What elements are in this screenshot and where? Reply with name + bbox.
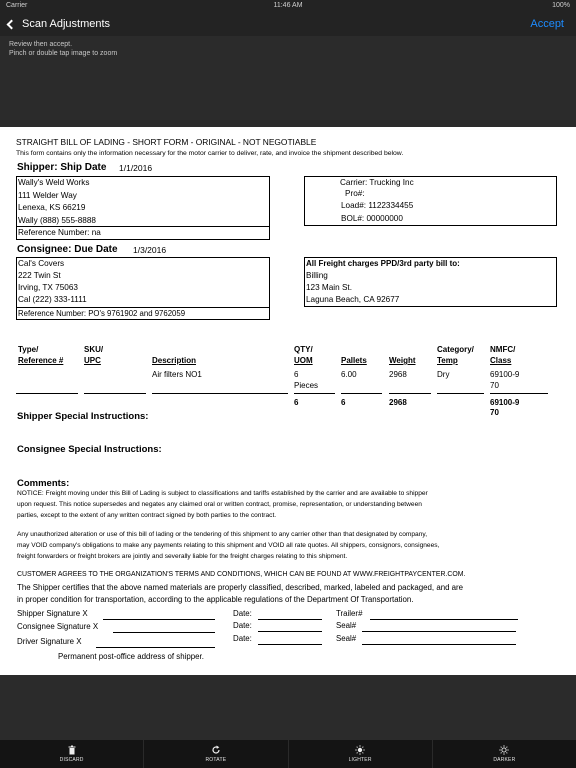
cell-pallets: 6.00 [341, 370, 357, 379]
signature-line [96, 647, 215, 648]
alteration-line: freight forwarders or freight brokers are jointly and severally liable for the freight charges relating to this shipment. [17, 553, 348, 560]
date-label: Date: [233, 634, 252, 643]
total-qty: 6 [294, 398, 299, 407]
comments-heading: Comments: [17, 478, 70, 489]
terms-text: CUSTOMER AGREES TO THE ORGANIZATION'S TERMS AND CONDITIONS, WHICH CAN BE FOUND AT WWW.FREIGHTPAYCENTER.COM. [17, 571, 466, 578]
discard-label: DISCARD [59, 757, 84, 763]
row-rule [152, 393, 288, 394]
consignee-line: 222 Twin St [18, 271, 61, 280]
col-header: SKU/ [84, 345, 104, 354]
notice-line: NOTICE: Freight moving under this Bill of Lading is subject to classifications and tariffs established by the carrier and are available to shipper [17, 490, 428, 497]
rotate-icon [211, 745, 221, 755]
cell-uom: Pieces [294, 381, 319, 390]
driver-signature-label: Driver Signature X [17, 637, 82, 646]
cell-class: 69100-9 [490, 370, 520, 379]
total-class: 69100-9 [490, 398, 520, 407]
col-header: Reference # [18, 356, 64, 365]
navigation-bar [0, 12, 576, 36]
chevron-left-icon [7, 19, 17, 29]
page-title: Scan Adjustments [22, 18, 111, 30]
cell-weight: 2968 [389, 370, 407, 379]
billto-line: Laguna Beach, CA 92677 [306, 295, 400, 304]
shipper-line: Reference Number: na [18, 228, 101, 237]
total-pallets: 6 [341, 398, 346, 407]
doc-subtitle: This form contains only the information necessary for the motor carrier to deliver, rate, and invoice the shipment described below. [16, 150, 404, 157]
lighter-button[interactable] [289, 740, 433, 768]
consignee-signature-label: Consignee Signature X [17, 622, 99, 631]
billto-line: Billing [306, 271, 328, 280]
col-header: Temp [437, 356, 458, 365]
col-header: UPC [84, 356, 101, 365]
cell-class: 70 [490, 381, 499, 390]
row-rule [437, 393, 484, 394]
alteration-line: may VOID company's obligations to make any payments relating to this shipment and VOID all rate quotes. All shippers, consignors, consignees, [17, 542, 440, 549]
col-header: NMFC/ [490, 345, 516, 354]
row-rule [84, 393, 146, 394]
back-button[interactable] [6, 15, 110, 33]
col-header: Type/ [18, 345, 39, 354]
carrier-line: Load#: 1122334455 [341, 201, 414, 210]
row-rule [341, 393, 382, 394]
divider [16, 307, 270, 308]
cell-qty: 6 [294, 370, 299, 379]
hint-zoom: Pinch or double tap image to zoom [9, 50, 118, 57]
signature-line [362, 644, 516, 645]
carrier-line: Pro#: [345, 189, 365, 198]
lighter-label: LIGHTER [348, 757, 372, 763]
seal-label: Seal# [336, 621, 357, 630]
cell-category: Dry [437, 370, 450, 379]
col-header: Category/ [437, 345, 474, 354]
shipper-line: Lenexa, KS 66219 [18, 203, 86, 212]
darker-label: DARKER [493, 757, 516, 763]
notice-line: upon request. This notice supersedes and negates any claimed oral or written contract, promise, representation, or understanding between [17, 501, 422, 508]
due-date: 1/3/2016 [133, 245, 167, 255]
shipper-line: Wally's Weld Works [18, 178, 90, 187]
total-class: 70 [490, 408, 499, 417]
address-note: Permanent post-office address of shipper. [58, 652, 204, 661]
shipper-line: 111 Welder Way [18, 191, 77, 200]
rotate-button[interactable] [144, 740, 288, 768]
date-label: Date: [233, 621, 252, 630]
signature-line [113, 632, 215, 633]
seal-label: Seal# [336, 634, 357, 643]
row-rule [16, 393, 78, 394]
signature-line [362, 631, 516, 632]
certify-line: The Shipper certifies that the above named materials are properly classified, described, marked, labeled and packaged, and are [17, 583, 464, 592]
accept-button[interactable]: Accept [530, 18, 564, 30]
scanned-document[interactable] [0, 127, 576, 675]
consignee-line: Cal (222) 333-1111 [18, 295, 87, 304]
notice-line: parties, except to the extent of any written contract signed by both parties to the contract. [17, 512, 277, 519]
status-time: 11:46 AM [273, 2, 303, 9]
shipper-heading: Shipper: Ship Date [17, 162, 107, 173]
rotate-label: ROTATE [205, 757, 227, 763]
signature-line [370, 619, 518, 620]
divider [16, 226, 270, 227]
bottom-toolbar [0, 740, 576, 768]
signature-line [258, 619, 322, 620]
sun-filled-icon [355, 745, 365, 755]
cell-description: Air filters NO1 [152, 370, 202, 379]
shipper-instructions: Shipper Special Instructions: [17, 411, 149, 422]
consignee-line: Irving, TX 75063 [18, 283, 78, 292]
signature-line [258, 644, 322, 645]
col-header: Pallets [341, 356, 367, 365]
consignee-line: Cal's Covers [18, 259, 65, 268]
shipper-signature-label: Shipper Signature X [17, 609, 88, 618]
consignee-line: Reference Number: PO's 9761902 and 9762059 [18, 309, 186, 318]
carrier-label: Carrier [6, 2, 28, 9]
row-rule [389, 393, 431, 394]
col-header: QTY/ [294, 345, 313, 354]
signature-line [258, 631, 322, 632]
battery-label: 100% [552, 2, 570, 9]
shipper-line: Wally (888) 555-8888 [18, 216, 96, 225]
sun-outline-icon [499, 745, 509, 755]
consignee-heading: Consignee: Due Date [17, 244, 118, 255]
carrier-line: Carrier: Trucking Inc [340, 178, 414, 187]
total-weight: 2968 [389, 398, 407, 407]
status-bar [0, 0, 576, 12]
hint-review: Review then accept. [9, 41, 73, 48]
darker-button[interactable] [433, 740, 576, 768]
billto-line: All Freight charges PPD/3rd party bill to: [306, 259, 460, 268]
carrier-line: BOL#: 00000000 [341, 214, 403, 223]
col-header: UOM [294, 356, 313, 365]
col-header: Description [152, 356, 197, 365]
doc-title: STRAIGHT BILL OF LADING - SHORT FORM - ORIGINAL - NOT NEGOTIABLE [16, 137, 317, 147]
ship-date: 1/1/2016 [119, 163, 153, 173]
discard-button[interactable] [0, 740, 144, 768]
alteration-line: Any unauthorized alteration or use of this bill of lading or the tendering of this shipment to any carrier other than that designated by company, [17, 531, 428, 538]
col-header: Weight [389, 356, 416, 365]
consignee-instructions: Consignee Special Instructions: [17, 444, 162, 455]
certify-line: in proper condition for transportation, according to the applicable regulations of the Department Of Transportation. [17, 595, 414, 604]
row-rule [294, 393, 335, 394]
row-rule [490, 393, 548, 394]
billto-line: 123 Main St. [306, 283, 352, 292]
signature-line [103, 619, 215, 620]
date-label: Date: [233, 609, 252, 618]
trash-icon [67, 745, 77, 755]
col-header: Class [490, 356, 512, 365]
trailer-label: Trailer# [336, 609, 363, 618]
